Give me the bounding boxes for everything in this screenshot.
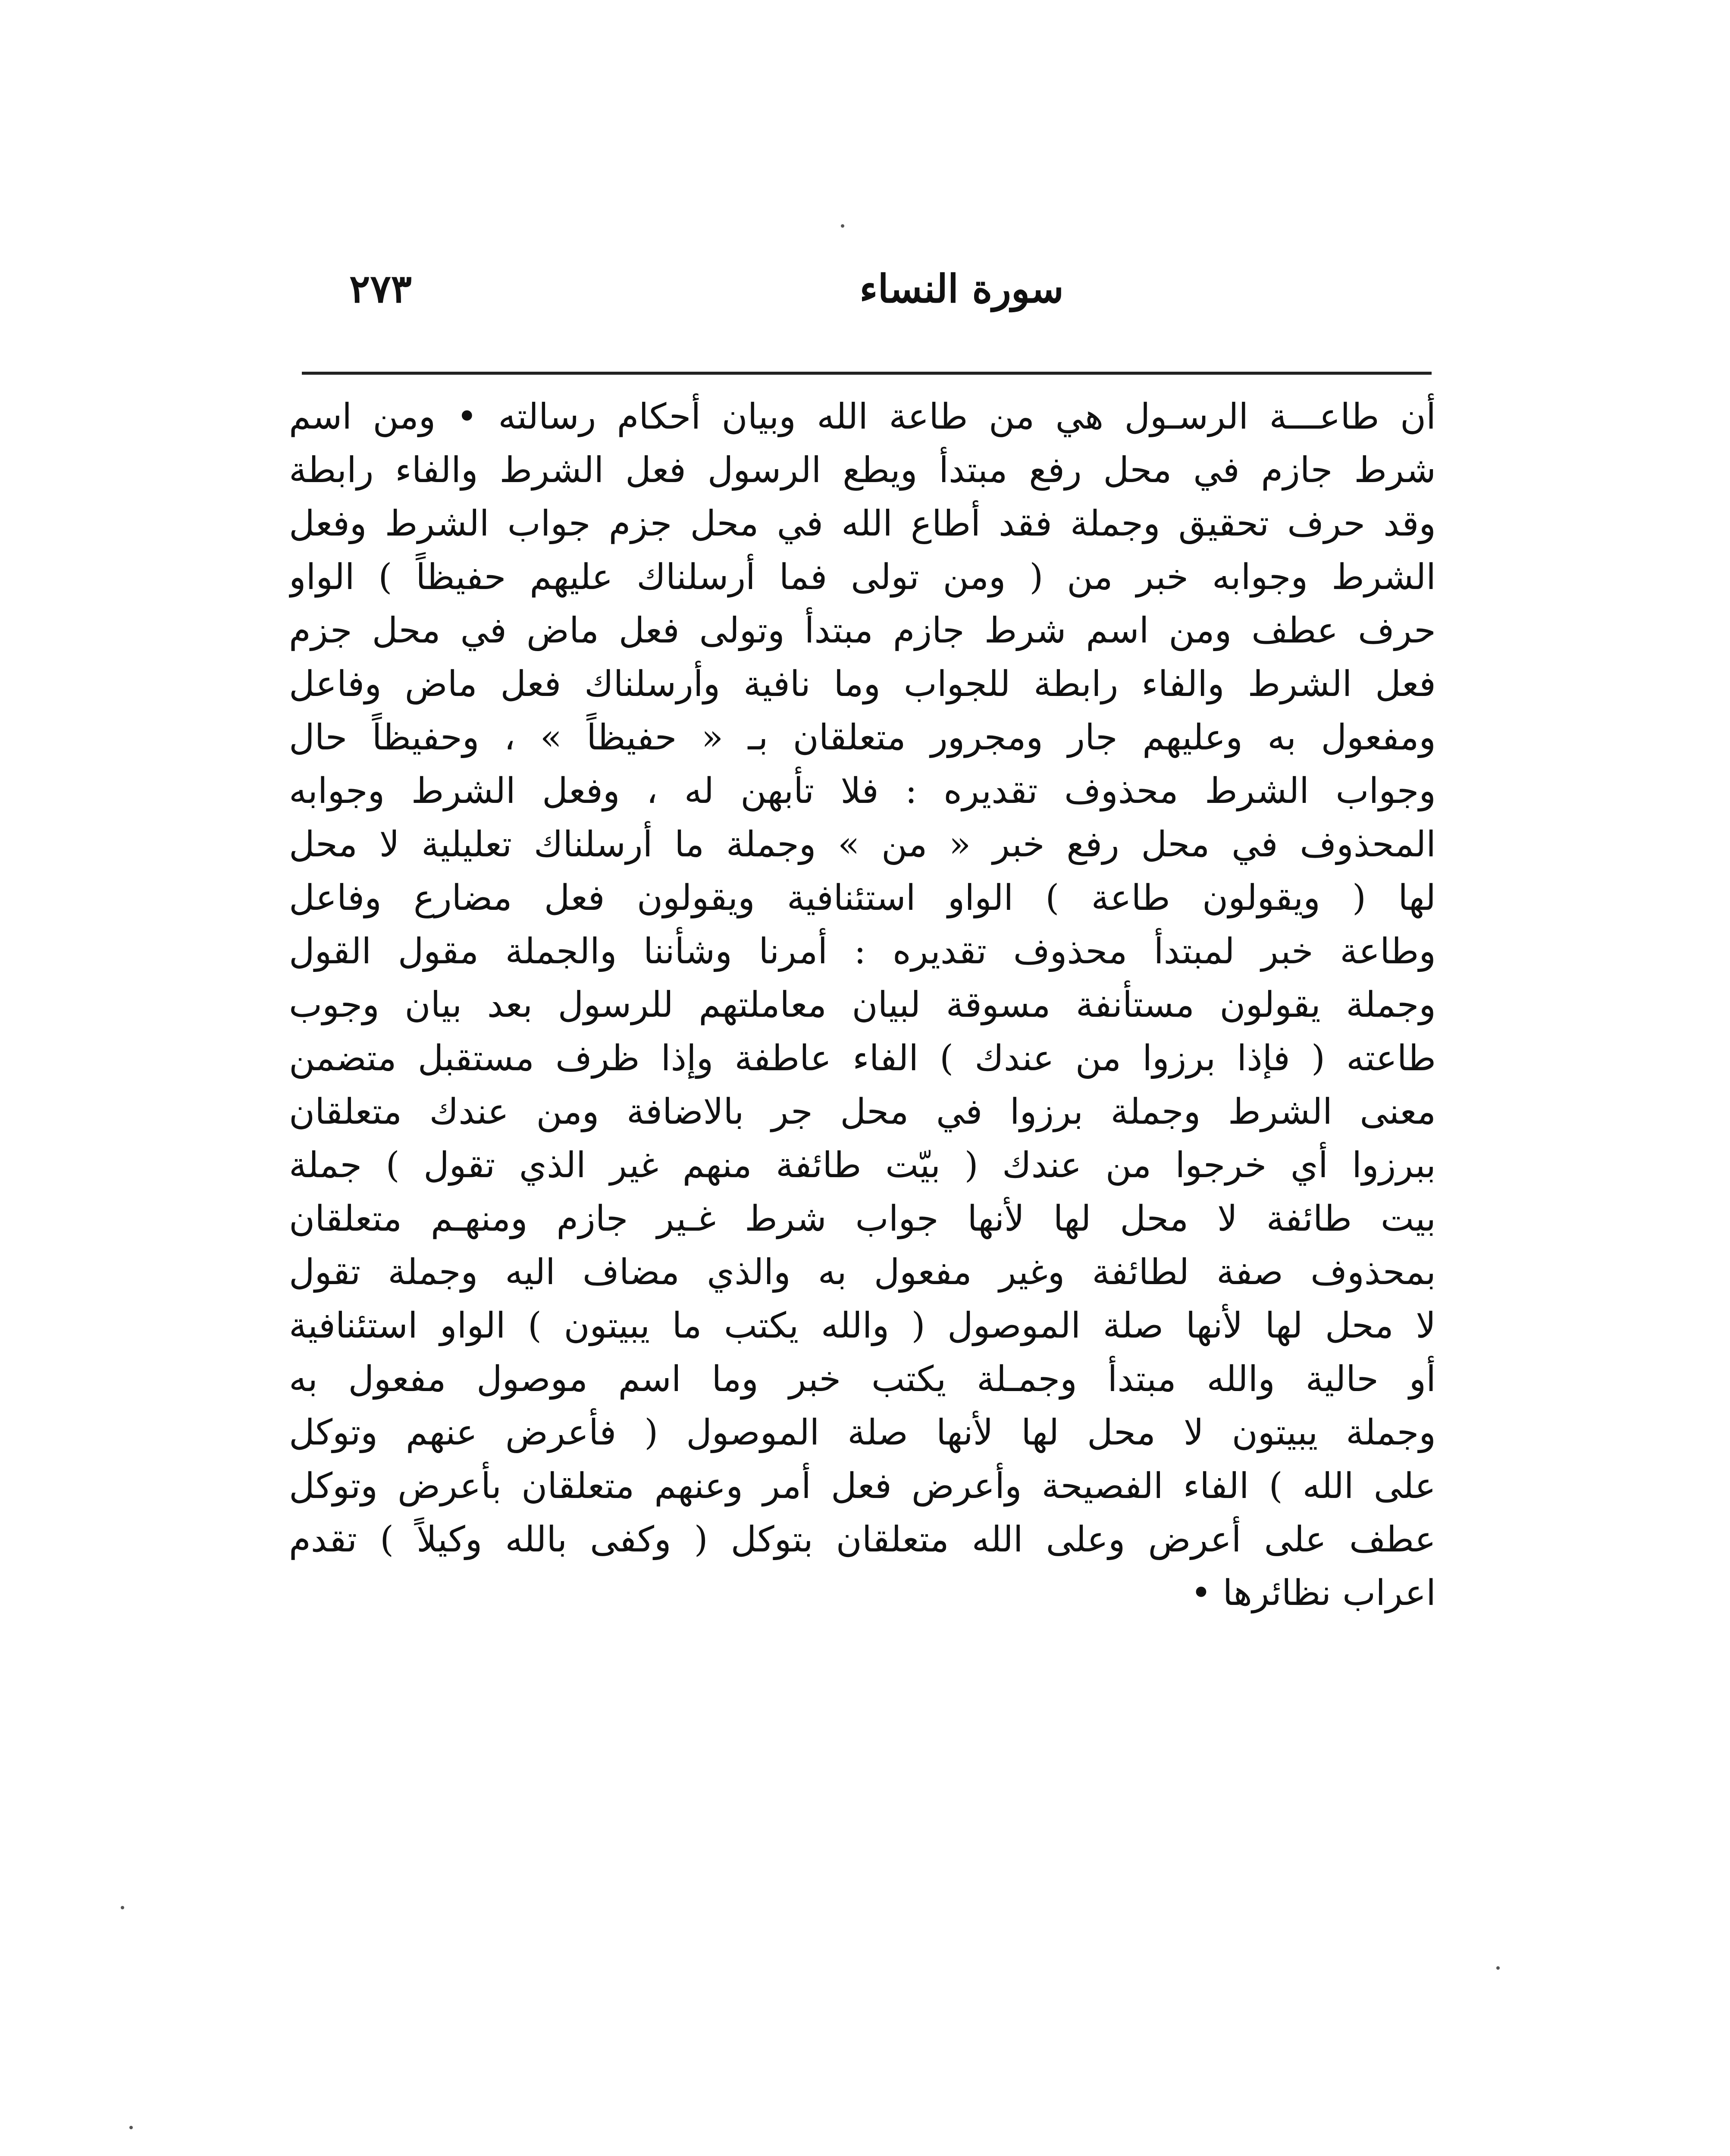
header-divider xyxy=(302,372,1432,375)
text-line: أو حالية والله مبتدأ وجمـلة يكتب خبر وما اسم موصول مفعول به xyxy=(289,1359,1436,1400)
text-line: وجواب الشرط محذوف تقديره : فلا تأبهن له ، وفعل الشرط وجوابه xyxy=(289,771,1436,812)
text-line: طاعته ( فإذا برزوا من عندك ) الفاء عاطفة وإذا ظرف مستقبل متضمن xyxy=(289,1038,1436,1079)
text-line: على الله ) الفاء الفصيحة وأعرض فعل أمر وعنهم متعلقان بأعرض وتوكل xyxy=(289,1466,1436,1507)
text-line: وقد حرف تحقيق وجملة فقد أطاع الله في محل جزم جواب الشرط وفعل xyxy=(289,503,1436,544)
text-line: بيت طائفة لا محل لها لأنها جواب شرط غـير جازم ومنهـم متعلقان xyxy=(289,1198,1436,1239)
text-line: ومفعول به وعليهم جار ومجرور متعلقان بـ « حفيظاً » ، وحفيظاً حال xyxy=(289,717,1436,758)
text-line: فعل الشرط والفاء رابطة للجواب وما نافية وأرسلناك فعل ماض وفاعل xyxy=(289,664,1436,705)
text-line: لها ( ويقولون طاعة ) الواو استئنافية ويقولون فعل مضارع وفاعل xyxy=(289,877,1436,918)
surah-title: سورة النساء xyxy=(859,266,1064,312)
scan-speck xyxy=(1496,1966,1500,1970)
text-line: لا محل لها لأنها صلة الموصول ( والله يكتب ما يبيتون ) الواو استئنافية xyxy=(289,1305,1436,1346)
text-line-last: اعراب نظائرها • xyxy=(1191,1573,1436,1614)
scan-speck xyxy=(121,1906,124,1909)
text-line: وجملة يقولون مستأنفة مسوقة لبيان معاملتهم للرسول بعد بيان وجوب xyxy=(289,984,1436,1025)
page-number: ٢٧٣ xyxy=(349,266,412,312)
body-text xyxy=(289,390,1436,1620)
scan-speck xyxy=(841,224,844,228)
text-line: ببرزوا أي خرجوا من عندك ( بيّت طائفة منهم غير الذي تقول ) جملة xyxy=(289,1145,1436,1186)
text-line: أن طاعـــة الرسـول هي من طاعة الله وبيان أحكام رسالته • ومن اسم xyxy=(289,396,1436,437)
text-line: المحذوف في محل رفع خبر « من » وجملة ما أرسلناك تعليلية لا محل xyxy=(289,824,1436,865)
text-line: حرف عطف ومن اسم شرط جازم مبتدأ وتولى فعل ماض في محل جزم xyxy=(289,610,1436,651)
text-line: الشرط وجوابه خبر من ( ومن تولى فما أرسلناك عليهم حفيظاً ) الواو xyxy=(289,557,1436,598)
text-line: معنى الشرط وجملة برزوا في محل جر بالاضافة ومن عندك متعلقان xyxy=(289,1091,1436,1132)
text-line: شرط جازم في محل رفع مبتدأ ويطع الرسول فعل الشرط والفاء رابطة xyxy=(289,450,1436,491)
scan-speck xyxy=(129,2126,133,2129)
page-header xyxy=(285,254,1423,341)
text-line: وجملة يبيتون لا محل لها لأنها صلة الموصول ( فأعرض عنهم وتوكل xyxy=(289,1412,1436,1453)
text-line: بمحذوف صفة لطائفة وغير مفعول به والذي مضاف اليه وجملة تقول xyxy=(289,1252,1436,1293)
text-line: عطف على أعرض وعلى الله متعلقان بتوكل ( وكفى بالله وكيلاً ) تقدم xyxy=(289,1519,1436,1560)
text-line: وطاعة خبر لمبتدأ محذوف تقديره : أمرنا وشأننا والجملة مقول القول xyxy=(289,931,1436,972)
